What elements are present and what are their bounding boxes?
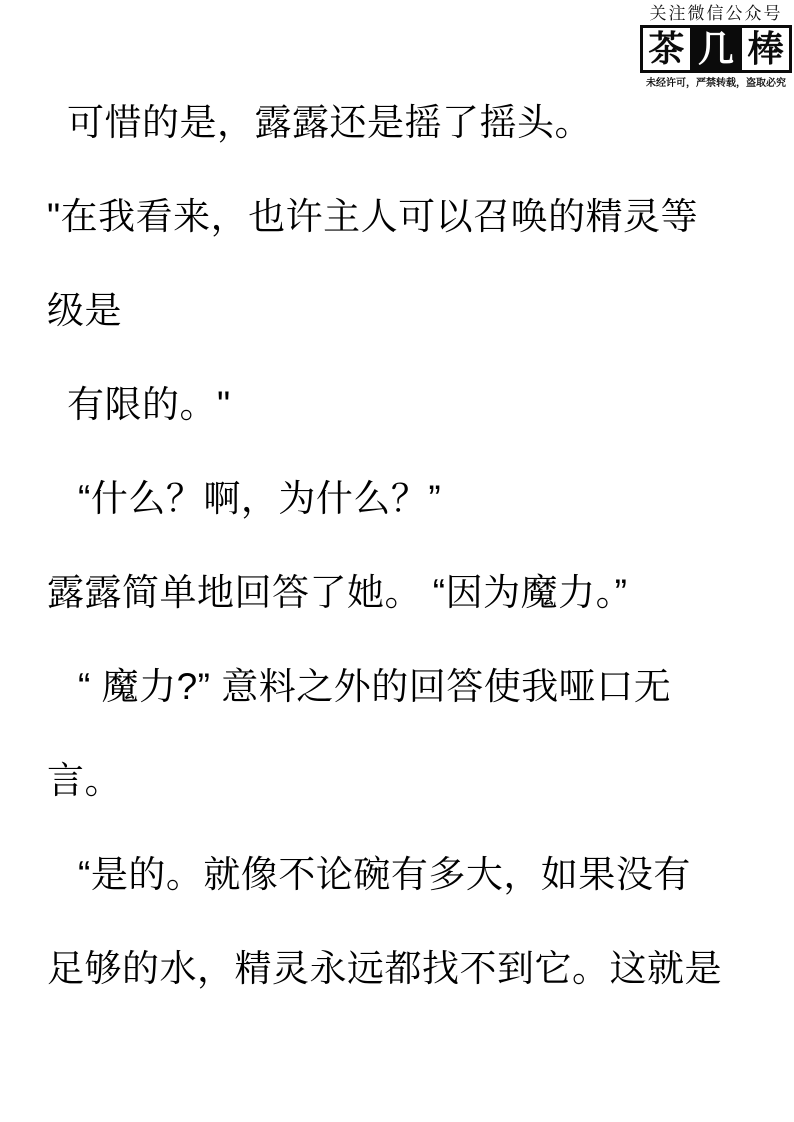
text-line: 露露简单地回答了她。 “因为魔力。” xyxy=(47,572,628,613)
text-line: “是的。就像不论碗有多大，如果没有 xyxy=(78,854,691,895)
text-line: “ 魔力?” 意料之外的回答使我哑口无 xyxy=(78,666,672,707)
text-line: 足够的水，精灵永远都找不到它。这就是 xyxy=(47,948,722,989)
text-line: “什么？啊，为什么？” xyxy=(78,478,442,519)
logo-char-tile: 几 xyxy=(693,28,740,70)
logo-char-tile: 茶 xyxy=(643,28,690,70)
chajibang-logo xyxy=(640,25,792,73)
text-line: 言。 xyxy=(47,760,122,801)
copyright-notice: 未经许可，严禁转载，盗取必究 xyxy=(646,78,786,89)
text-line: 级是 xyxy=(47,290,122,331)
logo-char-tile: 棒 xyxy=(742,28,789,70)
text-line: "在我看来，也许主人可以召唤的精灵等 xyxy=(47,196,699,237)
text-line: 有限的。" xyxy=(67,384,231,425)
watermark xyxy=(640,2,792,89)
text-line: 可惜的是，露露还是摇了摇头。 xyxy=(67,102,592,143)
wechat-follow-tagline: 关注微信公众号 xyxy=(649,4,783,23)
